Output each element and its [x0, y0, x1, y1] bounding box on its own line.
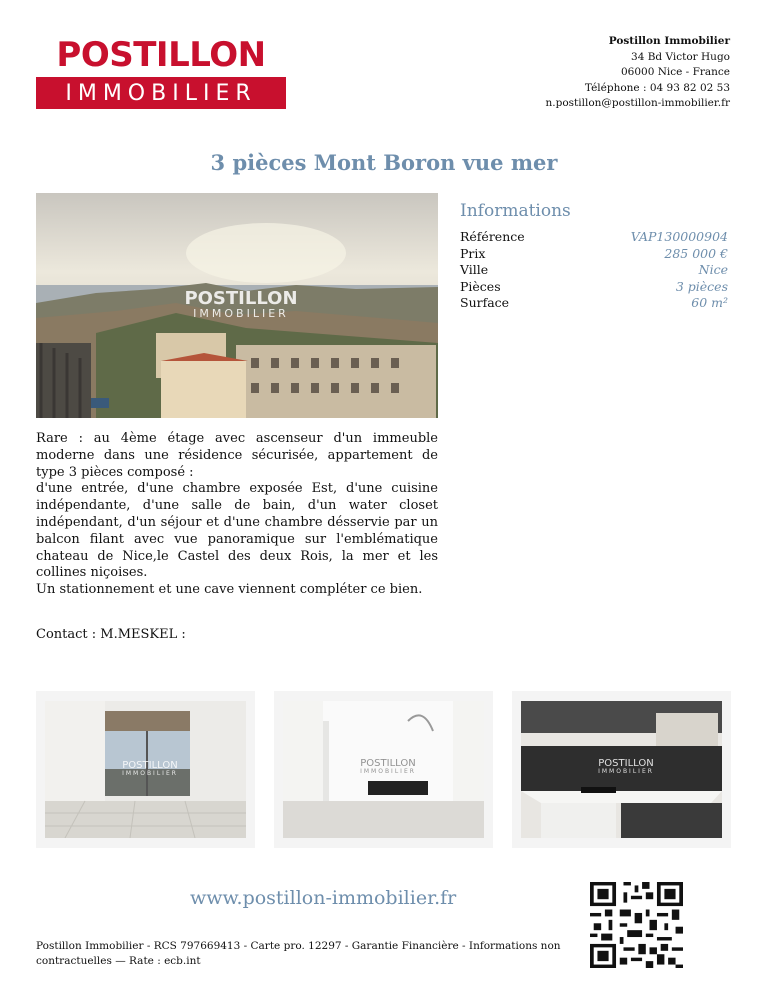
info-row [460, 246, 728, 263]
info-row [460, 262, 728, 279]
info-panel [460, 201, 728, 312]
website-link[interactable]: www.postillon-immobilier.fr [190, 887, 457, 909]
description-paragraph: Un stationnement et une cave viennent compléter ce bien. [36, 582, 423, 598]
contact-line: Contact : M.MESKEL : [36, 627, 186, 642]
qr-code [590, 882, 683, 968]
description-paragraph: d'une entrée, d'une chambre exposée Est, d'une cuisine indépendante, d'une salle de bain, d'un water closet indépendant, d'un séjour et d'une chambre désservie par un balcon filant avec vue panoramique sur l'emblématique chateau de Nice,le Castel des deux Rois, la mer et les collines niçoises. [36, 481, 438, 581]
agency-logo [36, 33, 286, 111]
photo-watermark-bottom: IMMOBILIER [122, 770, 178, 777]
agency-city: 06000 Nice - France [620, 66, 730, 78]
thumbnail-empty-room[interactable] [274, 691, 493, 848]
info-value: VAP130000904 [630, 229, 728, 244]
footer-legal: Postillon Immobilier - RCS 797669413 - Carte pro. 12297 - Garantie Financière - Informations non contractuelles — Rate : ecb.int [36, 940, 561, 967]
photo-watermark-top: POSTILLON [598, 758, 654, 769]
info-label: Prix [460, 245, 486, 261]
agency-name: Postillon Immobilier [608, 35, 730, 47]
agency-address: 34 Bd Victor Hugo [631, 50, 730, 63]
info-heading: Informations [460, 201, 571, 221]
info-label: Pièces [460, 278, 501, 294]
info-row [460, 229, 728, 246]
thumbnail-living-room-window[interactable] [36, 691, 255, 848]
info-value: 3 pièces [675, 278, 728, 294]
listing-description [36, 431, 438, 599]
description-paragraph: Rare : au 4ème étage avec ascenseur d'un immeuble moderne dans une résidence sécurisée, appartement de type 3 pièces composé : [36, 431, 438, 480]
info-label: Référence [460, 229, 525, 244]
info-value: 285 000 € [664, 245, 728, 261]
info-row [460, 295, 728, 312]
info-value: Nice [698, 262, 728, 277]
agency-email[interactable]: n.postillon@postillon-immobilier.fr [545, 97, 730, 109]
agency-contact-block [546, 34, 730, 112]
logo-top-text: POSTILLON [56, 35, 266, 75]
logo-bottom-text: IMMOBILIER [36, 77, 286, 109]
photo-watermark-top: POSTILLON [184, 288, 298, 309]
photo-watermark-top: POSTILLON [360, 758, 416, 769]
photo-watermark-bottom: IMMOBILIER [193, 307, 289, 320]
info-label: Surface [460, 295, 510, 310]
thumbnail-kitchen[interactable] [512, 691, 731, 848]
info-value: 60 m² [691, 295, 728, 310]
photo-watermark-bottom: IMMOBILIER [598, 768, 654, 775]
main-photo-panoramic-view [36, 193, 438, 418]
listing-title: 3 pièces Mont Boron vue mer [210, 150, 558, 175]
info-row [460, 279, 728, 296]
photo-watermark-bottom: IMMOBILIER [360, 768, 416, 775]
photo-watermark-top: POSTILLON [122, 760, 178, 771]
agency-phone: Téléphone : 04 93 82 02 53 [584, 81, 730, 94]
info-label: Ville [460, 262, 489, 277]
